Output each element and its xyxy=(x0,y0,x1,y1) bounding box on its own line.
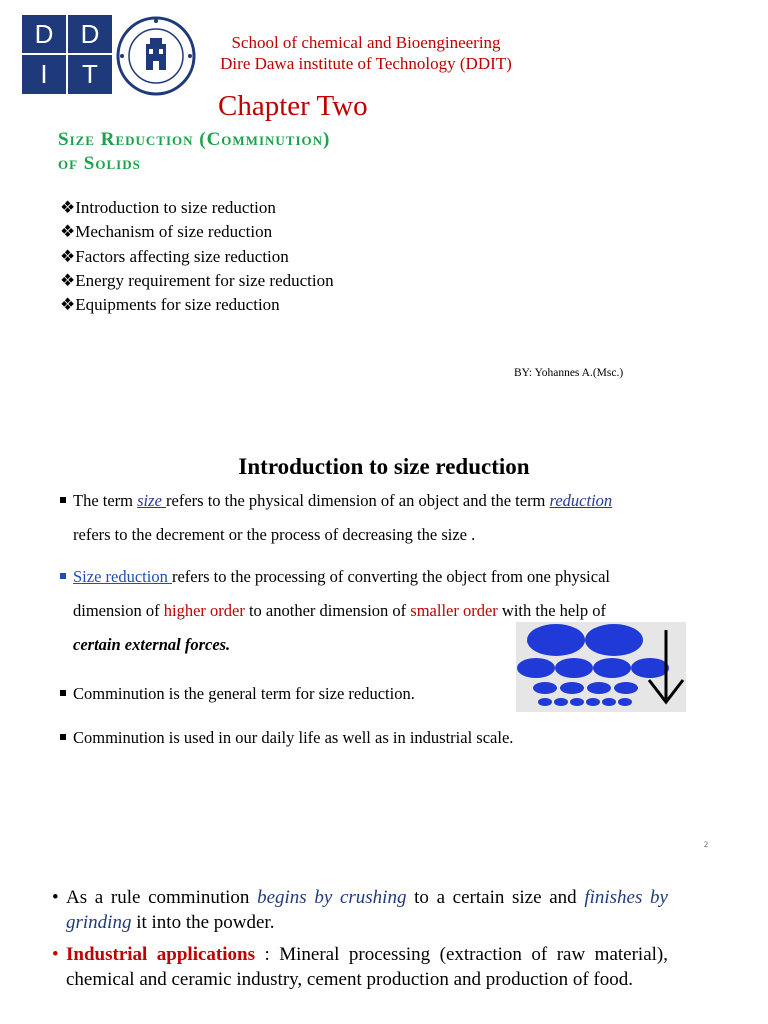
crushing-text: begins by crushing xyxy=(257,887,407,908)
square-bullet-icon xyxy=(60,573,66,579)
chapter-title: Chapter Two xyxy=(218,90,368,122)
school-name: School of chemical and Bioengineering xyxy=(231,33,501,52)
bullet-dot-icon: • xyxy=(52,887,59,908)
paragraph-term-definition: The term size refers to the physical dimension of an object and the term reduction refers to the decrement or the process of decreasing the size . xyxy=(60,484,720,552)
slide-title: Introduction to size reduction xyxy=(238,454,530,479)
paragraph-size-reduction: Size reduction refers to the processing of converting the object from one physical dimension of higher order to another dimension of smaller order with the help of certain external forces. xyxy=(60,560,720,662)
topic-line: of Solids xyxy=(58,153,141,174)
higher-order-text: higher order xyxy=(163,601,245,620)
paragraph-industrial-applications: • Industrial applications : Mineral processing (extraction of raw material), chemical and ceramic industry, cement production and production of food. xyxy=(52,944,668,990)
outline-item: ❖Equipments for size reduction xyxy=(60,295,280,315)
square-bullet-icon xyxy=(60,497,66,503)
square-bullet-icon xyxy=(60,690,66,696)
topic-line: Size Reduction (Comminution) xyxy=(58,129,331,150)
university-seal-icon xyxy=(116,16,196,96)
institute-name: Dire Dawa institute of Technology (DDIT) xyxy=(220,54,512,73)
term-reduction: reduction xyxy=(549,491,613,510)
term-size: size xyxy=(137,491,167,510)
paragraph-comminution-use: Comminution is used in our daily life as well as in industrial scale. xyxy=(60,721,720,755)
topic-title xyxy=(58,128,330,176)
diamond-bullet-icon: ❖ xyxy=(60,246,76,266)
square-bullet-icon xyxy=(60,734,66,740)
diamond-bullet-icon: ❖ xyxy=(60,222,76,242)
outline-item: ❖Mechanism of size reduction xyxy=(60,222,273,242)
diamond-bullet-icon: ❖ xyxy=(60,270,76,290)
outline-item: ❖Energy requirement for size reduction xyxy=(60,270,334,290)
chapter-outline xyxy=(60,196,334,317)
size-reduction-link[interactable]: Size reduction xyxy=(73,567,172,586)
school-header xyxy=(198,32,534,74)
diamond-bullet-icon: ❖ xyxy=(60,295,76,315)
size-reduction-illustration xyxy=(516,622,686,712)
industrial-applications-label: Industrial applications xyxy=(66,944,255,965)
author-byline: BY: Yohannes A.(Msc.) xyxy=(514,367,624,379)
paragraph-comminution-term: Comminution is the general term for size reduction. xyxy=(60,677,720,711)
logo-letter: T xyxy=(82,59,98,89)
page-number: 2 xyxy=(704,840,708,849)
logo-letter: D xyxy=(34,19,54,49)
outline-item: ❖Introduction to size reduction xyxy=(60,198,276,217)
diamond-bullet-icon: ❖ xyxy=(60,198,76,217)
outline-item: ❖Factors affecting size reduction xyxy=(60,246,289,266)
grinding-text: finishes by grinding xyxy=(66,887,668,933)
smaller-order-text: smaller order xyxy=(410,601,498,620)
logo-letter: D xyxy=(80,19,100,49)
bullet-dot-icon: • xyxy=(52,944,59,965)
ddit-logo xyxy=(22,15,112,94)
paragraph-comminution-rule: • As a rule comminution begins by crushing to a certain size and finishes by grinding it into the powder. xyxy=(52,887,668,933)
logo-letter: I xyxy=(40,59,48,89)
